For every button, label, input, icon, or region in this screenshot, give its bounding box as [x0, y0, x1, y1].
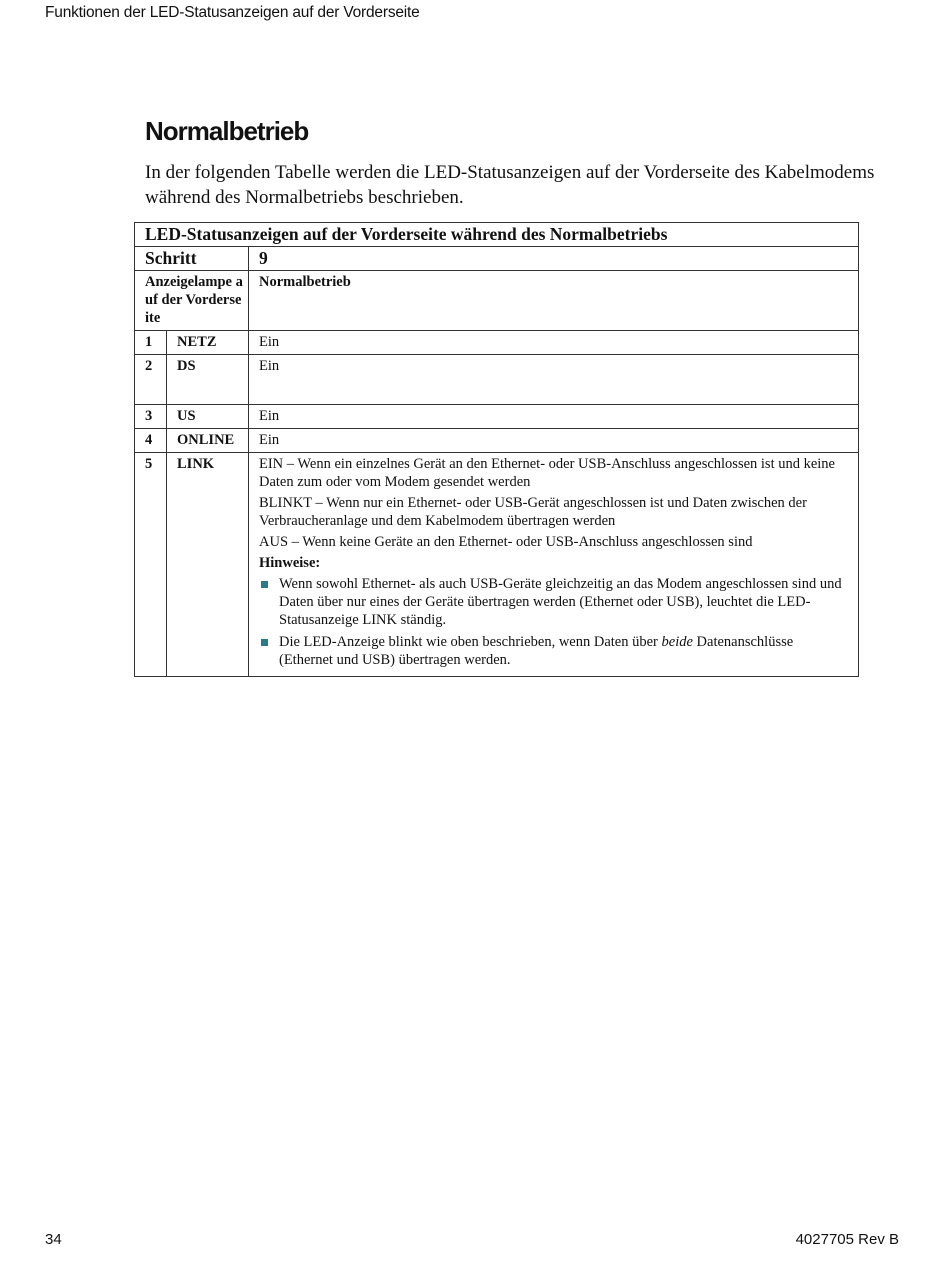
row-number: 3 — [135, 405, 167, 429]
table-row — [135, 355, 859, 405]
document-id: 4027705 Rev B — [795, 1231, 899, 1248]
note-item — [259, 575, 849, 629]
note-text-end: Datenanschlüsse (Ethernet und USB) übertragen werden. — [279, 634, 794, 668]
table-row — [135, 331, 859, 355]
table-caption: LED-Statusanzeigen auf der Vorderseite während des Normalbetriebs — [135, 223, 859, 247]
note-text: Wenn sowohl Ethernet- als auch USB-Geräte gleichzeitig an das Modem angeschlossen sind und Daten über nur eines der Geräte übertragen werden (Ethernet oder USB), leuchtet die LED-Statusanzeige LINK ständig. — [279, 576, 842, 628]
row-number: 5 — [135, 453, 167, 677]
section-title: Normalbetrieb — [145, 116, 309, 146]
column-header-row — [135, 271, 859, 331]
row-number: 4 — [135, 429, 167, 453]
step-label: Schritt — [135, 247, 249, 271]
header-lamp: Anzeigelampe auf der Vorderseite — [135, 271, 249, 331]
note-text-start: Die LED-Anzeige blinkt wie oben beschrieben, wenn Daten über — [279, 634, 662, 650]
link-state-blink: BLINKT – Wenn nur ein Ethernet- oder USB-Gerät angeschlossen ist und Daten zwischen der Verbraucheranlage und dem Kabelmodem übertragen werden — [259, 495, 807, 529]
row-number: 1 — [135, 331, 167, 355]
link-description — [249, 453, 859, 677]
row-number: 2 — [135, 355, 167, 405]
table-row — [135, 429, 859, 453]
step-value: 9 — [249, 247, 859, 271]
lamp-name: DS — [167, 355, 249, 405]
note-text — [279, 634, 793, 668]
lamp-status: Ein — [249, 405, 859, 429]
note-item — [259, 633, 849, 669]
lamp-name: NETZ — [167, 331, 249, 355]
header-mode: Normalbetrieb — [249, 271, 859, 331]
led-status-table — [134, 222, 859, 677]
link-state-on: EIN – Wenn ein einzelnes Gerät an den Ethernet- oder USB-Anschluss angeschlossen ist und keine Daten zum oder vom Modem gesendet werden — [259, 456, 835, 490]
lamp-status: Ein — [249, 331, 859, 355]
note-emphasis: beide — [661, 634, 693, 650]
notes-label: Hinweise: — [259, 555, 321, 571]
step-row — [135, 247, 859, 271]
lamp-name: US — [167, 405, 249, 429]
table-caption-row — [135, 223, 859, 247]
table-row — [135, 405, 859, 429]
link-state-off: AUS – Wenn keine Geräte an den Ethernet- oder USB-Anschluss angeschlossen sind — [259, 534, 753, 550]
square-bullet-icon — [261, 581, 268, 588]
lamp-name: LINK — [167, 453, 249, 677]
lamp-name: ONLINE — [167, 429, 249, 453]
table-row — [135, 453, 859, 677]
intro-paragraph: In der folgenden Tabelle werden die LED-Statusanzeigen auf der Vorderseite des Kabelmodems während des Normalbetriebs beschrieben. — [145, 162, 875, 208]
lamp-status: Ein — [249, 429, 859, 453]
lamp-status: Ein — [249, 355, 859, 405]
square-bullet-icon — [261, 639, 268, 646]
running-header: Funktionen der LED-Statusanzeigen auf der Vorderseite — [45, 4, 420, 21]
page-number: 34 — [45, 1231, 62, 1248]
